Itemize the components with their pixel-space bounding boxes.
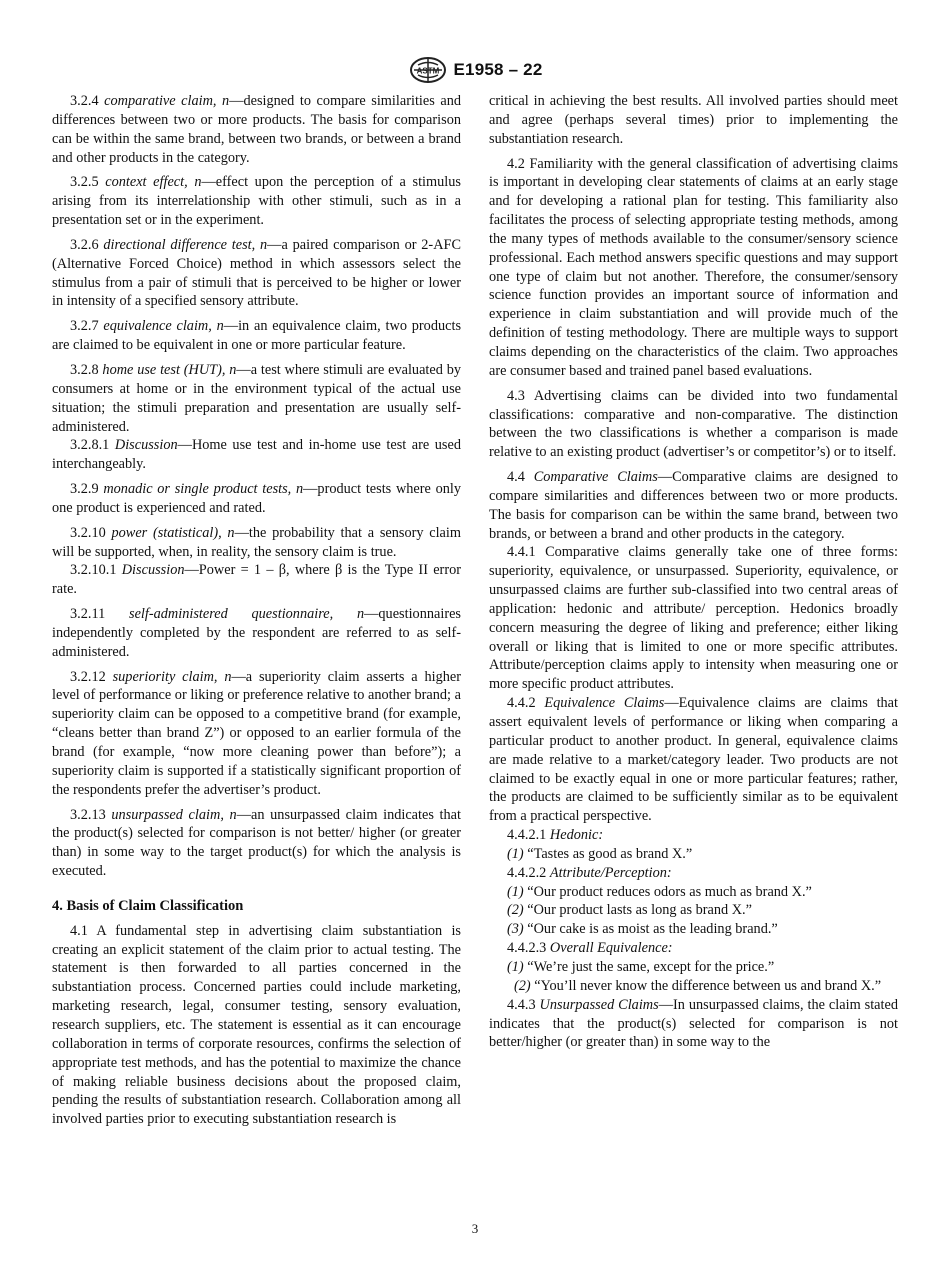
list-item: (2) “Our product lasts as long as brand X.” (507, 902, 752, 919)
list-item: (1) “Our product reduces odors as much as brand X.” (507, 883, 812, 900)
paragraph-3-2-6: 3.2.6 directional difference test, n—a paired comparison or 2-AFC (Alternative Forced Choice) method in which assessors select the stimulus from a pair of stimuli that is perceived to be higher or lower in intensity of a specified sensory attribute. (52, 236, 462, 310)
paragraph-3-2-10: 3.2.10 power (statistical), n—the probability that a sensory claim will be supported, when, in reality, the sensory claim is true. (52, 524, 461, 560)
paragraph-4-4-2-2: 4.4.2.2 Attribute/Perception: (507, 864, 672, 881)
left-column (52, 92, 461, 1135)
paragraph-4-4: 4.4 Comparative Claims—Comparative claims are designed to compare similarities and differences between two or more products. The basis for comparison can be within the same brand, between two brands, or between a brand and other products in the category. (489, 469, 899, 542)
page-header (0, 55, 950, 85)
paragraph-3-2-9: 3.2.9 monadic or single product tests, n—product tests where only one product is experienced and rated. (52, 481, 462, 516)
paragraph-3-2-10-1: 3.2.10.1 Discussion—Power = 1 – β, where β is the Type II error rate. (52, 562, 461, 598)
paragraph-4-4-2-3: 4.4.2.3 Overall Equivalence: (507, 940, 673, 957)
right-column (489, 92, 898, 1052)
list-item: (1) “We’re just the same, except for the price.” (507, 958, 775, 975)
paragraph-3-2-11: 3.2.11 self-administered questionnaire, n—questionnaires independently completed by the respondent are referred to as self-administered. (52, 606, 461, 660)
paragraph-3-2-7: 3.2.7 equivalence claim, n—in an equivalence claim, two products are claimed to be equivalent in one or more particular feature. (52, 318, 462, 354)
list-item: (1) “Tastes as good as brand X.” (507, 845, 693, 862)
paragraph-3-2-5: 3.2.5 context effect, n—effect upon the perception of a stimulus arising from its interrelationship with other stimuli, such as in a presentation set or in the experiment. (52, 174, 461, 229)
paragraph-4-3: 4.3 Advertising claims can be divided into two fundamental classifications: comparative and non-comparative. The distinction between the two classifications is whether a comparison is made relative to an existing product (advertiser’s or competitor’s) or to itself. (489, 387, 898, 461)
paragraph-3-2-13: 3.2.13 unsurpassed claim, n—an unsurpassed claim indicates that the product(s) selected for comparison is not better/ higher (or greater than) in some way to the target product(s) for which the analysis is executed. (52, 806, 461, 880)
paragraph-3-2-12: 3.2.12 superiority claim, n—a superiority claim asserts a higher level of performance or liking or preference relative to another brand; a superiority claim can be opposed to a competitive brand (for example, “cleans better than brand Z”) or opposed to an earlier formula of the brand (for example, “now more cleaning power than before”); a superiority claim is supported if a statistically significant proportion of the respondents prefer the advertiser’s product. (52, 668, 461, 798)
paragraph-4-1: 4.1 A fundamental step in advertising claim substantiation is creating an explicit statement of the claim prior to actual testing. The statement is then forwarded to all parties concerned in the substantiation process. Concerned parties could include marketing, marketing research, legal, consumer testing, sensory evaluation, research suppliers, etc. The statement is essential as it can encourage collaboration in terms of corporate resources, confirms the selection of appropriate test methods, and has the potential to maximize the chance of making reliable business decisions about the proposed claim, pending the results of substantiation research. Collaboration among all involved parties prior to executing substantiation research is (52, 922, 461, 1128)
page-number: 3 (471, 1221, 479, 1236)
section-4-heading: 4. Basis of Claim Classification (52, 897, 244, 914)
paragraph-4-1-continued: critical in achieving the best results. All involved parties should meet and agree (perhaps several times) prior to implementing the substantiation research. (489, 93, 898, 147)
paragraph-3-2-8-1: 3.2.8.1 Discussion—Home use test and in-home use test are used interchangeably. (52, 437, 461, 473)
paragraph-4-4-1: 4.4.1 Comparative claims generally take one of three forms: superiority, equivalence, or unsurpassed. Superiority, equivalence, or unsurpassed claims are further sub-classified into two central areas of application: hedonic and attribute/ perception. Hedonics broadly concern measuring the degree of liking and preference; either liking overall or liking that is limited to one or more specific attributes. Attribute/perception claims apply to intensity when measuring one or more specific product attributes. (489, 544, 899, 693)
astm-logo-icon (408, 56, 448, 84)
paragraph-4-4-3: 4.4.3 Unsurpassed Claims—In unsurpassed claims, the claim stated indicates that the product(s) selected for comparison is not better/higher (or greater than) in some way to the (489, 996, 898, 1051)
paragraph-4-4-2: 4.4.2 Equivalence Claims—Equivalence claims are claims that assert equivalent levels of performance or liking when comparing a particular product to another product. In general, equivalence claims are made relative to a market/category leader. Two products are not claimed to be exactly equal in one or more particular features; rather, the products are claimed to be sufficiently similar as to be equivalent from a practical perspective. (489, 695, 899, 825)
paragraph-4-4-2-1: 4.4.2.1 Hedonic: (507, 827, 604, 844)
list-item: (3) “Our cake is as moist as the leading brand.” (507, 921, 778, 938)
standard-designation: E1958 – 22 (453, 60, 543, 79)
list-item: (2) “You’ll never know the difference between us and brand X.” (514, 977, 882, 994)
paragraph-3-2-4: 3.2.4 comparative claim, n—designed to compare similarities and differences between two or more products. The basis for comparison can be within the same brand, between two brands, or between a brand and other products in the category. (52, 93, 461, 166)
paragraph-4-2: 4.2 Familiarity with the general classification of advertising claims is important in developing clear statements of claims at an early stage and for developing a rational plan for testing. This familiarity also facilitates the process of selecting appropriate testing methods, among the many types of methods available to the consumer/sensory science professional. Each method answers specific questions and may support one type of claim but not another. Therefore, the consumer/sensory science function provides an important source of information and experience in claim substantiation and will provide much of the definition of testing methodology. There are multiple ways to support claims depending on the characteristics of the claim. Two approaches are consumer based and trained panel based evaluations. (489, 155, 899, 379)
svg-text:ASTM: ASTM (416, 66, 439, 76)
paragraph-3-2-8: 3.2.8 home use test (HUT), n—a test where stimuli are evaluated by consumers at home or in the environment typical of the actual use situation; the stimuli preparation and presentation are usually self-administered. (52, 361, 461, 435)
